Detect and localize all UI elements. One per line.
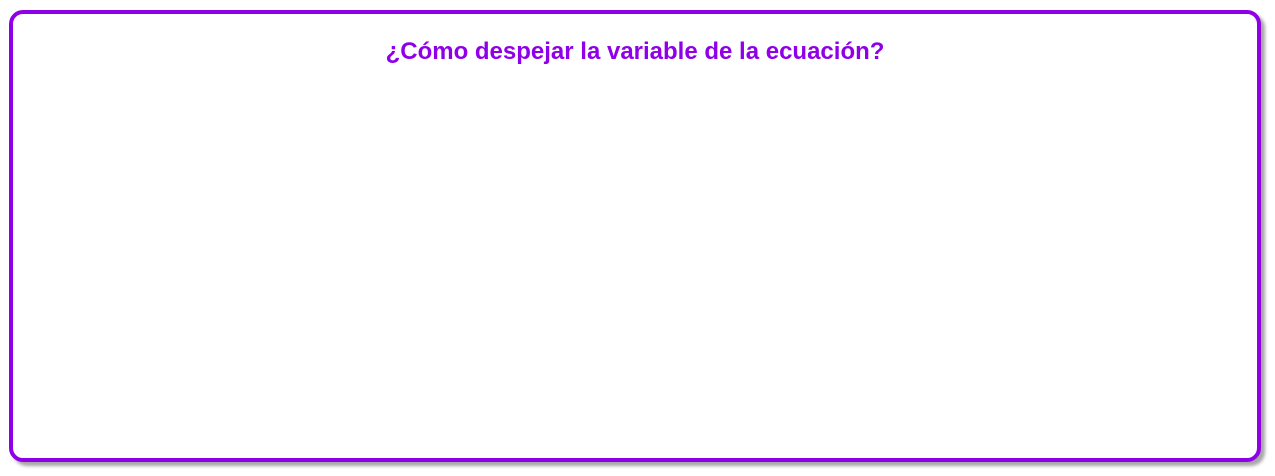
- card-title: ¿Cómo despejar la variable de la ecuación?: [385, 38, 885, 65]
- card-content-area: [33, 84, 1237, 438]
- question-card: [9, 10, 1261, 462]
